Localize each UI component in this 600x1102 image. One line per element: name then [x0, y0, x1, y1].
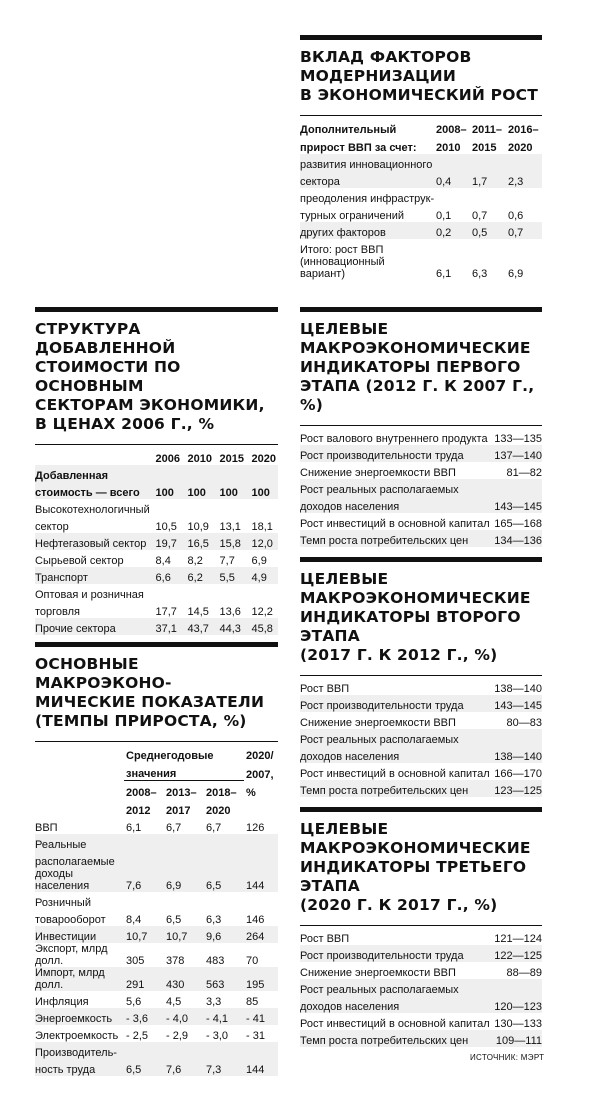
macro-cell: 10,7	[164, 926, 204, 943]
structure-title-rule	[35, 444, 278, 445]
factors-col-3-l1: 2016–	[508, 124, 539, 136]
macro-row-label: ность труда	[35, 1059, 124, 1076]
stage3-row-label: Рост реальных располагаемых	[300, 979, 542, 996]
structure-row-label: Прочие сектора	[35, 618, 154, 635]
factors-cell: 0,6	[508, 210, 524, 222]
structure-cell: 17,7	[155, 606, 177, 618]
factors-row-label: развития инновационного	[300, 154, 542, 171]
stage2-row-label: Рост ВВП	[300, 683, 350, 695]
macro-row-label: Розничный	[35, 897, 91, 909]
stage3-top-rule	[300, 807, 542, 812]
factors-header-l1: Дополнительный	[300, 124, 397, 136]
stage1-title: ЦЕЛЕВЫЕ МАКРОЭКОНОМИЧЕСКИЕ ИНДИКАТОРЫ ПЕРВОГО ЭТАПА (2012 Г. К 2007 Г., %)	[300, 320, 535, 414]
macro-cell: 305	[126, 955, 145, 967]
macro-row	[35, 1008, 278, 1025]
stage3-row	[300, 945, 542, 962]
structure-cell: 4,9	[250, 567, 278, 584]
macro-cell: 563	[204, 967, 244, 991]
macro-group-label-l2: значения	[124, 762, 244, 781]
macro-cell: 144	[244, 1059, 278, 1076]
source-note: ИСТОЧНИК: МЭРТ	[470, 1053, 545, 1062]
macro-header-row-1	[35, 744, 278, 762]
macro-cell: - 3,0	[206, 1030, 229, 1042]
structure-row-label: Высокотехнологичный	[35, 504, 150, 516]
macro-cell: 126	[246, 822, 265, 834]
stage1-row-label: доходов населения	[300, 496, 492, 513]
stage1-row-label: Темп роста потребительских цен	[300, 530, 492, 547]
factors-row	[300, 188, 542, 205]
stage2-row	[300, 763, 542, 780]
stage3-row-label: Снижение энергоемкости ВВП	[300, 967, 456, 979]
macro-cell: 4,5	[166, 996, 182, 1008]
structure-row-label: сектор	[35, 521, 69, 533]
factors-table	[300, 118, 542, 280]
stage3-title: ЦЕЛЕВЫЕ МАКРОЭКОНОМИЧЕСКИЕ ИНДИКАТОРЫ ТРЕТЬЕГО ЭТАПА (2020 Г. К 2017 Г., %)	[300, 820, 531, 914]
macro-row-label: доходы населения	[35, 868, 124, 892]
structure-cell: 19,7	[154, 533, 186, 550]
structure-row-label: Сырьевой сектор	[35, 555, 124, 567]
structure-cell: 6,2	[186, 567, 218, 584]
structure-cell: 13,1	[219, 521, 241, 533]
structure-top-rule	[35, 307, 278, 312]
structure-cell: 100	[154, 482, 186, 499]
macro-row	[35, 943, 278, 967]
factors-row	[300, 205, 542, 222]
stage3-row-label: Рост производительности труда	[300, 945, 492, 962]
macro-cell: 6,7	[206, 822, 222, 834]
macro-header-row-3	[35, 781, 278, 800]
factors-title-rule	[300, 115, 542, 116]
structure-cell: 12,0	[250, 533, 278, 550]
macro-cell: - 31	[246, 1030, 265, 1042]
structure-cell: 12,2	[251, 606, 273, 618]
structure-cell: 7,7	[219, 555, 235, 567]
stage1-top-rule	[300, 307, 542, 312]
stage3-cell: 121—124	[494, 933, 542, 945]
macro-row-label: Реальные	[35, 834, 278, 851]
stage1-row-label: Рост производительности труда	[300, 445, 492, 462]
structure-title: СТРУКТУРА ДОБАВЛЕННОЙ СТОИМОСТИ ПО ОСНОВНЫМ СЕКТОРАМ ЭКОНОМИКИ, В ЦЕНАХ 2006 Г., %	[35, 320, 265, 433]
structure-row	[35, 601, 278, 618]
stage3-row	[300, 996, 542, 1013]
macro-row	[35, 892, 278, 909]
stage2-row-label: Рост производительности труда	[300, 695, 492, 712]
macro-row-label: располагаемые	[35, 851, 278, 868]
macro-cell: 6,5	[124, 1059, 164, 1076]
factors-top-rule	[300, 35, 542, 40]
factors-header-row-2	[300, 136, 542, 154]
macro-cell: 264	[244, 926, 278, 943]
macro-row	[35, 1025, 278, 1042]
factors-cell: 6,3	[472, 268, 488, 280]
structure-row	[35, 567, 278, 584]
structure-row	[35, 499, 278, 516]
stage3-cell: 122—125	[492, 945, 542, 962]
macro-cell: 7,3	[204, 1059, 244, 1076]
macro-last-col-l1: 2020/	[246, 750, 274, 762]
stage1-row-label: Рост валового внутреннего продукта	[300, 433, 488, 445]
structure-cell: 6,9	[251, 555, 267, 567]
structure-cell: 13,6	[219, 606, 241, 618]
macro-header-row-2	[35, 762, 278, 781]
macro-cell: - 4,1	[204, 1008, 244, 1025]
stage2-row	[300, 712, 542, 729]
macro-cell: 3,3	[206, 996, 222, 1008]
stage2-row-label: доходов населения	[300, 746, 492, 763]
macro-cell: 6,5	[166, 914, 182, 926]
macro-cell: 10,7	[124, 926, 164, 943]
factors-cell: 0,7	[506, 222, 542, 239]
macro-row	[35, 868, 278, 892]
stage2-cell: 138—140	[492, 746, 542, 763]
macro-cell: 378	[166, 955, 185, 967]
factors-header-l2: прирост ВВП за счет:	[300, 142, 417, 154]
stage2-row	[300, 678, 542, 695]
macro-cell: - 41	[244, 1008, 278, 1025]
macro-row-label: ВВП	[35, 822, 58, 834]
stage3-row-label: Рост инвестиций в основной капитал	[300, 1018, 490, 1030]
factors-col-2-l2: 2015	[472, 142, 497, 154]
stage1-cell: 143—145	[492, 496, 542, 513]
macro-row-label: Импорт, млрд долл.	[35, 967, 124, 991]
structure-cell: 10,5	[155, 521, 177, 533]
structure-cell: 44,3	[218, 618, 250, 635]
structure-cell: 16,5	[186, 533, 218, 550]
macro-col-3-l1: 2018–	[206, 787, 237, 799]
factors-row-label: Итого: рост ВВП	[300, 244, 384, 256]
macro-cell: 9,6	[204, 926, 244, 943]
macro-cell: 6,9	[164, 868, 204, 892]
structure-cell: 15,8	[218, 533, 250, 550]
stage1-block	[300, 307, 542, 547]
structure-col-2010: 2010	[187, 453, 212, 465]
macro-cell: 483	[206, 955, 225, 967]
macro-block	[35, 642, 278, 1076]
macro-header-row-4	[35, 799, 278, 817]
stage2-row	[300, 695, 542, 712]
macro-cell: 6,5	[204, 868, 244, 892]
factors-title: ВКЛАД ФАКТОРОВ МОДЕРНИЗАЦИИ В ЭКОНОМИЧЕСКИЙ РОСТ	[300, 48, 538, 104]
structure-cell: 18,1	[251, 521, 273, 533]
stage3-cell: 130—133	[494, 1018, 542, 1030]
factors-row	[300, 239, 542, 256]
factors-cell: 6,1	[436, 268, 452, 280]
stage2-cell: 143—145	[492, 695, 542, 712]
structure-cell: 6,6	[154, 567, 186, 584]
macro-cell: 291	[124, 967, 164, 991]
macro-row-label: Инфляция	[35, 996, 89, 1008]
macro-table	[35, 744, 278, 1076]
macro-cell: 8,4	[126, 914, 142, 926]
structure-row	[35, 550, 278, 567]
stage1-row	[300, 530, 542, 547]
stage1-row-label: Рост инвестиций в основной капитал	[300, 518, 490, 530]
macro-cell: - 4,0	[164, 1008, 204, 1025]
macro-row	[35, 834, 278, 851]
stage2-cell: 138—140	[494, 683, 542, 695]
factors-row-label: сектора	[300, 171, 434, 188]
structure-cell: 100	[250, 482, 278, 499]
structure-row	[35, 482, 278, 499]
stage1-row-label: Снижение энергоемкости ВВП	[300, 467, 456, 479]
structure-cell: 37,1	[154, 618, 186, 635]
structure-row	[35, 533, 278, 550]
factors-row	[300, 154, 542, 171]
structure-cell: 8,4	[155, 555, 171, 567]
factors-col-2-l1: 2011–	[472, 124, 502, 136]
stage3-block	[300, 807, 542, 1047]
factors-row-label: других факторов	[300, 222, 434, 239]
macro-col-1-l2: 2012	[126, 805, 151, 817]
stage1-row	[300, 462, 542, 479]
factors-row-label: (инновационный вариант)	[300, 256, 385, 280]
factors-row	[300, 222, 542, 239]
stage1-table	[300, 428, 542, 547]
stage3-row	[300, 979, 542, 996]
macro-row	[35, 909, 278, 926]
structure-block	[35, 307, 278, 635]
macro-top-rule	[35, 642, 278, 647]
stage3-cell: 88—89	[506, 967, 542, 979]
stage3-row-label: доходов населения	[300, 996, 492, 1013]
macro-title: ОСНОВНЫЕ МАКРОЭКОНО- МИЧЕСКИЕ ПОКАЗАТЕЛИ (ТЕМПЫ ПРИРОСТА, %)	[35, 655, 265, 730]
factors-cell: 0,4	[434, 171, 470, 188]
stage3-row	[300, 1013, 542, 1030]
stage1-row	[300, 496, 542, 513]
macro-cell: 6,3	[206, 914, 222, 926]
stage1-row	[300, 428, 542, 445]
structure-cell: 100	[186, 482, 218, 499]
macro-row	[35, 967, 278, 991]
stage2-row-label: Рост реальных располагаемых	[300, 729, 542, 746]
structure-cell: 100	[218, 482, 250, 499]
stage1-cell: 133—135	[494, 433, 542, 445]
factors-cell: 0,5	[470, 222, 506, 239]
factors-header-row-1	[300, 118, 542, 136]
stage1-cell: 134—136	[492, 530, 542, 547]
macro-col-2-l1: 2013–	[166, 787, 197, 799]
stage3-table	[300, 928, 542, 1047]
structure-row-label: Нефтегазовый сектор	[35, 533, 154, 550]
macro-cell: 6,7	[166, 822, 182, 834]
macro-row	[35, 817, 278, 834]
factors-cell: 2,3	[506, 171, 542, 188]
macro-cell: 5,6	[126, 996, 142, 1008]
macro-row-label: Производитель-	[35, 1042, 278, 1059]
structure-table	[35, 447, 278, 635]
macro-row-label: Инвестиции	[35, 926, 124, 943]
macro-group-label-l1: Среднегодовые	[126, 750, 214, 762]
macro-row-label: товарооборот	[35, 914, 106, 926]
stage2-block	[300, 557, 542, 797]
structure-col-2006: 2006	[155, 453, 180, 465]
stage2-row	[300, 729, 542, 746]
structure-header-row	[35, 447, 278, 465]
stage3-title-rule	[300, 925, 542, 926]
macro-cell: 146	[246, 914, 265, 926]
stage2-row-label: Снижение энергоемкости ВВП	[300, 717, 456, 729]
stage2-row	[300, 780, 542, 797]
stage2-row-label: Рост инвестиций в основной капитал	[300, 768, 490, 780]
structure-row-label: стоимость — всего	[35, 482, 154, 499]
structure-cell: 5,5	[218, 567, 250, 584]
structure-col-2020: 2020	[251, 453, 276, 465]
macro-col-3-l2: 2020	[206, 805, 231, 817]
factors-col-3-l2: 2020	[508, 142, 533, 154]
factors-row-label: турных ограничений	[300, 210, 404, 222]
macro-cell: - 3,6	[124, 1008, 164, 1025]
stage3-row	[300, 962, 542, 979]
macro-last-col-l2: 2007,	[246, 768, 274, 781]
stage3-row-label: Темп роста потребительских цен	[300, 1030, 492, 1047]
stage2-title-rule	[300, 675, 542, 676]
stage1-cell: 137—140	[492, 445, 542, 462]
macro-row	[35, 851, 278, 868]
factors-cell: 0,1	[436, 210, 452, 222]
structure-row	[35, 618, 278, 635]
stage2-table	[300, 678, 542, 797]
structure-cell: 45,8	[250, 618, 278, 635]
macro-row	[35, 991, 278, 1008]
stage1-title-rule	[300, 425, 542, 426]
factors-cell: 0,7	[472, 210, 488, 222]
stage1-row	[300, 513, 542, 530]
stage2-cell: 166—170	[494, 768, 542, 780]
stage2-row	[300, 746, 542, 763]
factors-row	[300, 171, 542, 188]
factors-col-1-l2: 2010	[436, 142, 461, 154]
macro-row-label: Энергоемкость	[35, 1008, 124, 1025]
stage2-cell: 123—125	[492, 780, 542, 797]
stage1-cell: 81—82	[506, 467, 542, 479]
macro-cell: 6,1	[126, 822, 142, 834]
structure-col-2015: 2015	[219, 453, 244, 465]
macro-cell: - 2,5	[126, 1030, 149, 1042]
structure-cell: 43,7	[186, 618, 218, 635]
stage3-row	[300, 1030, 542, 1047]
stage1-row	[300, 479, 542, 496]
stage1-row	[300, 445, 542, 462]
macro-title-rule	[35, 741, 278, 742]
macro-cell: 70	[246, 955, 259, 967]
structure-row-label: торговля	[35, 606, 81, 618]
structure-cell: 8,2	[187, 555, 203, 567]
factors-row	[300, 256, 542, 280]
macro-row-label: Экспорт, млрд долл.	[35, 943, 108, 967]
structure-row-label: Добавленная	[35, 465, 278, 482]
macro-cell: 195	[244, 967, 278, 991]
stage2-title: ЦЕЛЕВЫЕ МАКРОЭКОНОМИЧЕСКИЕ ИНДИКАТОРЫ ВТОРОГО ЭТАПА (2017 Г. К 2012 Г., %)	[300, 570, 531, 664]
macro-cell: 85	[246, 996, 259, 1008]
macro-cell: 144	[244, 868, 278, 892]
stage2-row-label: Темп роста потребительских цен	[300, 780, 492, 797]
stage1-row-label: Рост реальных располагаемых	[300, 479, 542, 496]
stage3-row-label: Рост ВВП	[300, 933, 350, 945]
macro-cell: 430	[164, 967, 204, 991]
structure-cell: 14,5	[187, 606, 209, 618]
macro-row-label: Электроемкость	[35, 1030, 119, 1042]
macro-cell: 7,6	[164, 1059, 204, 1076]
structure-row	[35, 584, 278, 601]
structure-row-label: Транспорт	[35, 567, 154, 584]
macro-row	[35, 926, 278, 943]
structure-row-label: Оптовая и розничная	[35, 589, 144, 601]
factors-block	[300, 35, 542, 280]
factors-cell: 1,7	[470, 171, 506, 188]
macro-row	[35, 1059, 278, 1076]
macro-cell: 7,6	[124, 868, 164, 892]
stage2-top-rule	[300, 557, 542, 562]
factors-cell: 0,2	[434, 222, 470, 239]
stage3-cell: 109—111	[492, 1030, 542, 1047]
macro-cell: - 2,9	[166, 1030, 189, 1042]
stage1-cell: 165—168	[494, 518, 542, 530]
structure-row	[35, 465, 278, 482]
stage2-cell: 80—83	[506, 717, 542, 729]
factors-cell: 6,9	[508, 268, 524, 280]
macro-col-2-l2: 2017	[166, 805, 191, 817]
structure-cell: 10,9	[187, 521, 209, 533]
factors-row-label: преодоления инфраструк-	[300, 193, 435, 205]
macro-last-col-l3: %	[246, 787, 256, 799]
stage3-row	[300, 928, 542, 945]
stage3-cell: 120—123	[492, 996, 542, 1013]
macro-row	[35, 1042, 278, 1059]
factors-col-1-l1: 2008–	[436, 124, 467, 136]
macro-col-1-l1: 2008–	[126, 787, 157, 799]
structure-row	[35, 516, 278, 533]
